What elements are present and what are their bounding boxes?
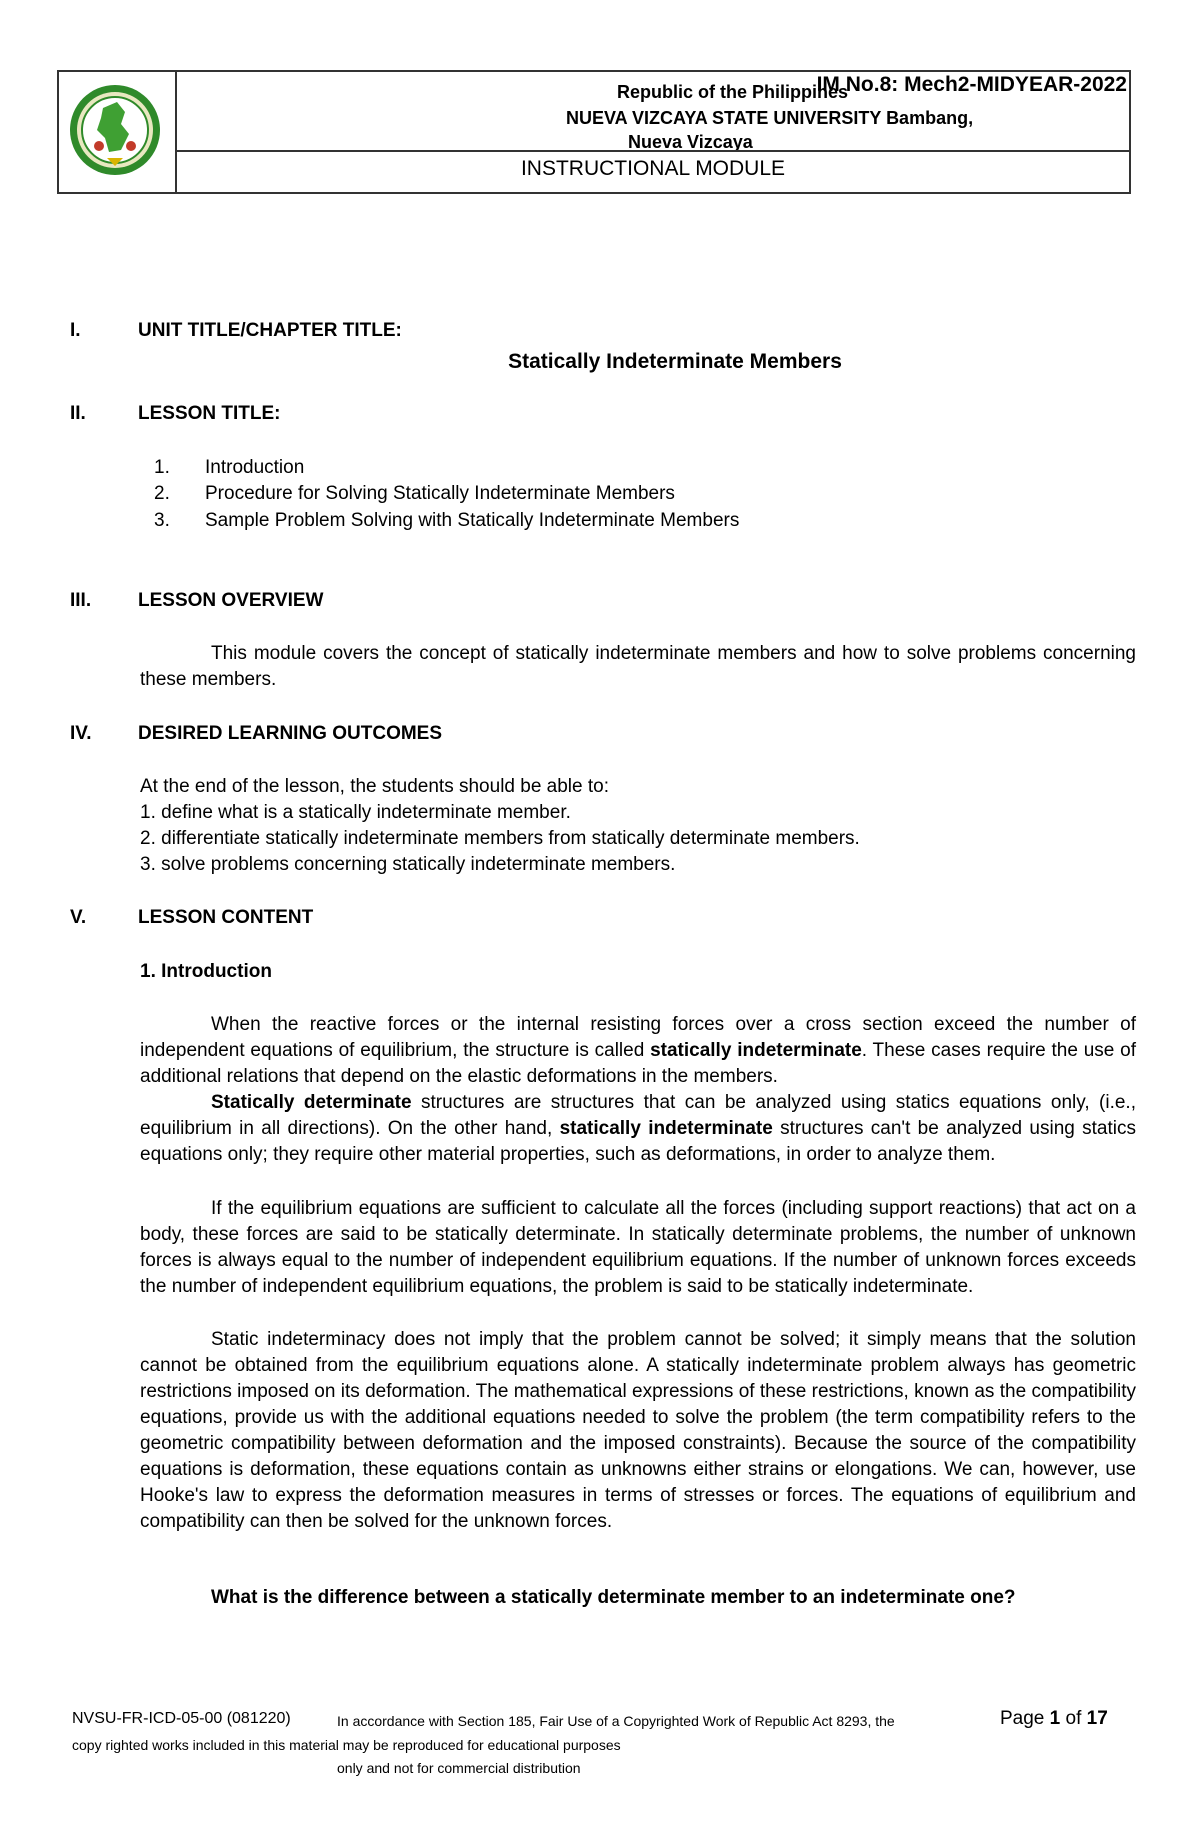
outcomes-heading bbox=[70, 721, 442, 747]
copyright-notice-line-3: only and not for commercial distribution bbox=[337, 1760, 581, 1776]
form-code: NVSU-FR-ICD-05-00 (081220) bbox=[72, 1710, 291, 1727]
copyright-notice-line-1: In accordance with Section 185, Fair Use of a Copyrighted Work of Republic Act 8293, the bbox=[337, 1713, 895, 1729]
section-number: II. bbox=[70, 403, 86, 424]
module-type: INSTRUCTIONAL MODULE bbox=[520, 157, 786, 180]
paragraph-2: Statically determinate structures are structures that can be analyzed using statics equations only, (i.e., equilibrium in all directions). On the other hand, statically indeterminate structures can't be analyzed using statics equations only; they require other material properties, such as deformations, in order to analyze them. bbox=[140, 1092, 1136, 1165]
lesson-item: 1. Introduction bbox=[154, 457, 305, 478]
section-number: III. bbox=[70, 590, 92, 611]
header-text-area bbox=[177, 72, 1129, 192]
section-number: V. bbox=[70, 907, 87, 928]
section-number: IV. bbox=[70, 723, 92, 744]
section-label: LESSON TITLE: bbox=[138, 403, 281, 424]
lesson-overview-heading bbox=[70, 588, 323, 614]
overview-paragraph: This module covers the concept of statically indeterminate members and how to solve problems concerning these members. bbox=[140, 643, 1136, 690]
unit-title-heading bbox=[70, 318, 402, 344]
lesson-item: 2. Procedure for Solving Statically Indeterminate Members bbox=[154, 483, 675, 504]
section-label: DESIRED LEARNING OUTCOMES bbox=[138, 723, 443, 744]
guiding-question: What is the difference between a statically determinate member to an indeterminate one? bbox=[211, 1587, 1016, 1608]
section-label: LESSON CONTENT bbox=[138, 907, 314, 928]
im-code: IM No.8: Mech2-MIDYEAR-2022 bbox=[816, 73, 1127, 96]
outcomes-intro: At the end of the lesson, the students should be able to: bbox=[140, 776, 609, 797]
university-seal-icon bbox=[59, 72, 175, 192]
copyright-notice-line-2: copy righted works included in this material may be reproduced for educational purposes bbox=[72, 1737, 621, 1753]
outcome-item: 1. define what is a statically indeterminate member. bbox=[140, 802, 571, 823]
unit-title: Statically Indeterminate Members bbox=[508, 350, 842, 373]
document-header bbox=[57, 70, 1131, 194]
section-label: UNIT TITLE/CHAPTER TITLE: bbox=[138, 320, 402, 341]
republic-label: Republic of the Philippines bbox=[617, 82, 849, 102]
university-location: Nueva Vizcaya bbox=[628, 132, 753, 152]
outcome-item: 2. differentiate statically indeterminate members from statically determinate members. bbox=[140, 828, 860, 849]
university-name: NUEVA VIZCAYA STATE UNIVERSITY Bambang, bbox=[566, 108, 974, 128]
lesson-content-heading bbox=[70, 905, 313, 931]
outcome-item: 3. solve problems concerning statically indeterminate members. bbox=[140, 854, 676, 875]
lesson-title-heading bbox=[70, 401, 281, 427]
logo-cell bbox=[59, 72, 177, 192]
paragraph-3: If the equilibrium equations are sufficient to calculate all the forces (including support reactions) that act on a body, these forces are said to be statically determinate. In statically determinate problems, the number of unknown forces is always equal to the number of independent equilibrium equations. If the number of unknown forces exceeds the number of independent equilibrium equations, the problem is said to be statically indeterminate. bbox=[140, 1198, 1136, 1297]
paragraph-4: Static indeterminacy does not imply that the problem cannot be solved; it simply means that the solution cannot be obtained from the equilibrium equations alone. A statically indeterminate problem always has geometric restrictions imposed on its deformation. The mathematical expressions of these restrictions, known as the compatibility equations, provide us with the additional equations needed to solve the problem (the term compatibility refers to the geometric compatibility between deformation and the imposed constraints). Because the source of the compatibility equations is deformation, these equations contain as unknowns either strains or elongations. We can, however, use Hooke's law to express the deformation measures in terms of stresses or forces. The equations of equilibrium and compatibility can then be solved for the unknown forces. bbox=[140, 1329, 1136, 1532]
introduction-heading: 1. Introduction bbox=[140, 961, 272, 982]
section-label: LESSON OVERVIEW bbox=[138, 590, 324, 611]
lesson-item: 3. Sample Problem Solving with Statically Indeterminate Members bbox=[154, 510, 740, 531]
page-indicator: Page 1 of 17 bbox=[1000, 1708, 1108, 1729]
paragraph-1: When the reactive forces or the internal resisting forces over a cross section exceed the number of independent equations of equilibrium, the structure is called statically indeterminate. These cases require the use of additional relations that depend on the elastic deformations in the members. bbox=[140, 1014, 1136, 1087]
section-number: I. bbox=[70, 320, 81, 341]
header-divider bbox=[177, 150, 1129, 152]
